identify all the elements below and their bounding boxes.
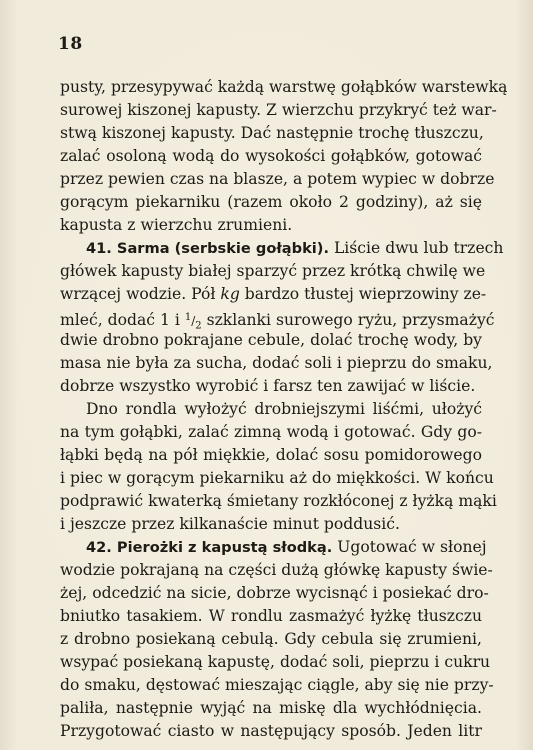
text-line: i piec w gorącym piekarniku aż do miękkości. W końcu bbox=[60, 469, 494, 487]
text-fragment: Liście dwu lub trzech bbox=[329, 239, 504, 257]
text-fragment: szklanki surowego ryżu, przysmażyć bbox=[201, 311, 495, 329]
fraction-slash: / bbox=[191, 314, 196, 328]
text-line: stwą kiszonej kapusty. Dać następnie trochę tłuszczu, bbox=[60, 124, 484, 142]
fraction-half bbox=[184, 312, 202, 332]
text-fragment: wrzącej wodzie. Pół bbox=[60, 285, 221, 303]
text-fragment: bardzo tłustej wieprzowiny ze- bbox=[239, 285, 487, 303]
text-line: paliła, następnie wyjąć na miskę dla wychłódnięcia. bbox=[60, 699, 482, 717]
text-line: i jeszcze przez kilkanaście minut poddusić. bbox=[60, 515, 400, 533]
text-line bbox=[60, 306, 495, 332]
text-line: dobrze wszystko wyrobić i farsz ten zawijać w liście. bbox=[60, 377, 476, 395]
text-line: główek kapusty białej sparzyć przez krótką chwilę we bbox=[60, 262, 486, 280]
text-line: masa nie była za sucha, dodać soli i pieprzu do smaku, bbox=[60, 354, 493, 372]
text-fragment: mleć, dodać 1 i bbox=[60, 311, 185, 329]
text-line: zalać osoloną wodą do wysokości gołąbków, gotować bbox=[60, 147, 482, 165]
text-line: podprawić kwaterką śmietany rozkłóconej z łyżką mąki bbox=[60, 492, 497, 510]
text-line: łąbki będą na pół miękkie, dolać sosu pomidorowego bbox=[60, 446, 482, 464]
text-line: pusty, przesypywać każdą warstwę gołąbków warstewką bbox=[60, 78, 508, 96]
text-line: do smaku, dęstować mieszając ciągle, aby się nie przy- bbox=[60, 676, 494, 694]
page-body-text bbox=[60, 76, 508, 743]
page-number: 18 bbox=[58, 34, 83, 54]
text-line: z drobno posiekaną cebulą. Gdy cebula się zrumieni, bbox=[60, 630, 482, 648]
text-line: surowej kiszonej kapusty. Z wierzchu przykryć też war- bbox=[60, 101, 497, 119]
fraction-denominator: 2 bbox=[195, 320, 202, 332]
text-line: wodzie pokrajaną na części dużą główkę kapusty świe- bbox=[60, 561, 493, 579]
unit-kg: kg bbox=[220, 285, 240, 303]
text-line: żej, odcedzić na sicie, dobrze wycisnąć i posiekać dro- bbox=[60, 584, 489, 602]
fraction-numerator: 1 bbox=[184, 312, 192, 323]
text-line: kapusta z wierzchu zrumieni. bbox=[60, 216, 293, 234]
recipe-41-first-line bbox=[60, 237, 504, 260]
text-fragment: Ugotować w słonej bbox=[332, 538, 487, 556]
recipe-41-heading: 41. Sarma (serbskie gołąbki). bbox=[86, 240, 329, 257]
text-line: wsypać posiekaną kapustę, dodać soli, pieprzu i cukru bbox=[60, 653, 491, 671]
text-line bbox=[60, 283, 487, 306]
text-line: Przygotować ciasto w następujący sposób. Jeden litr bbox=[60, 722, 482, 740]
recipe-42-heading: 42. Pierożki z kapustą słodką. bbox=[86, 539, 333, 556]
text-line: Dno rondla wyłożyć drobniejszymi liśćmi, ułożyć bbox=[86, 400, 482, 418]
text-line: bniutko tasakiem. W rondlu zasmażyć łyżkę tłuszczu bbox=[60, 607, 482, 625]
recipe-42-first-line bbox=[60, 536, 487, 559]
text-line: na tym gołąbki, zalać zimną wodą i gotować. Gdy go- bbox=[60, 423, 482, 441]
text-line: dwie drobno pokrajane cebule, dolać trochę wody, by bbox=[60, 331, 482, 349]
text-line: przez pewien czas na blasze, a potem wypiec w dobrze bbox=[60, 170, 495, 188]
text-line: gorącym piekarniku (razem około 2 godziny), aż się bbox=[60, 193, 482, 211]
